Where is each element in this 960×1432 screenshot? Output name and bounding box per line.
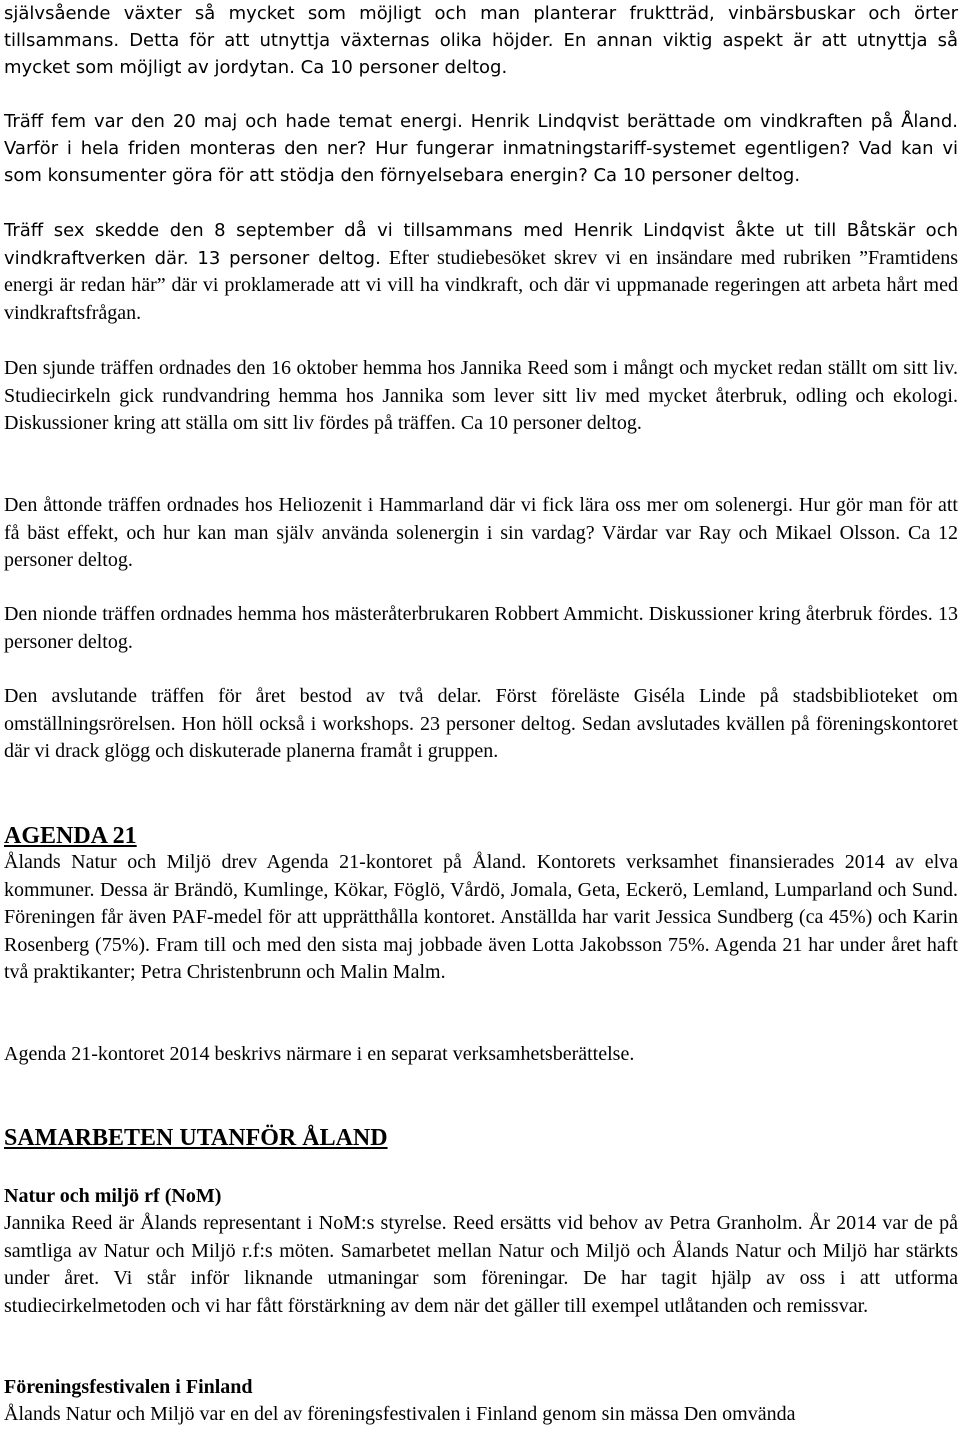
paragraph-meeting-six: [4, 217, 958, 327]
paragraph-agenda-21-report: Agenda 21-kontoret 2014 beskrivs närmare i en separat verksamhetsberättelse.: [4, 1043, 635, 1065]
paragraph-meeting-six-part-a: Träff sex skedde den 8 september då vi tillsammans med Henrik Lindqvist åkte ut till Båtskär och vindkraftverken där. 13 personer deltog.: [4, 220, 958, 269]
paragraph-festival: Ålands Natur och Miljö var en del av föreningsfestivalen i Finland genom sin mässa Den omvända: [4, 1403, 796, 1425]
paragraph-forest-garden: självsående växter så mycket som möjligt och man planterar fruktträd, vinbärsbuskar och örter tillsammans. Detta för att utnyttja växternas olika höjder. En annan viktig aspekt är att utnyttja så mycket som möjligt av jordytan. Ca 10 personer deltog.: [4, 3, 958, 78]
paragraph-meeting-nine: Den nionde träffen ordnades hemma hos mästeråterbrukaren Robbert Ammicht. Diskussioner kring återbruk fördes. 13 personer deltog.: [4, 603, 958, 653]
paragraph-nom: Jannika Reed är Ålands representant i NoM:s styrelse. Reed ersätts vid behov av Petra Granholm. År 2014 var de på samtliga av Natur och Miljö r.f:s möten. Samarbetet mellan Natur och Miljö och Ålands Natur och Miljö har stärkts under året. Vi står inför liknande utmaningar som föreningar. De har tagit hjälp av oss i att utforma studiecirkelmetoden och vi har fått förstärkning av dem när det gäller till exempel utlåtanden och remissvar.: [4, 1212, 958, 1317]
paragraph-final-meeting: Den avslutande träffen för året bestod av två delar. Först föreläste Giséla Linde på stadsbiblioteket om omställningsrörelsen. Hon höll också i workshops. 23 personer deltog. Sedan avslutades kvällen på föreningskontoret där vi drack glögg och diskuterade planerna framåt i gruppen.: [4, 685, 958, 762]
paragraph-agenda-21: Ålands Natur och Miljö drev Agenda 21-kontoret på Åland. Kontorets verksamhet finansierades 2014 av elva kommuner. Dessa är Brändö, Kumlinge, Kökar, Föglö, Vårdö, Jomala, Geta, Eckerö, Lemland, Lumparland och Sund. Föreningen får även PAF-medel för att upprätthålla kontoret. Anställda har varit Jessica Sundberg (ca 45%) och Karin Rosenberg (75%). Fram till och med den sista maj jobbade även Lotta Jakobsson 75%. Agenda 21 har under året haft två praktikanter; Petra Christenbrunn och Malin Malm.: [4, 851, 958, 983]
heading-agenda-21: AGENDA 21: [4, 823, 137, 849]
heading-cooperation: SAMARBETEN UTANFÖR ÅLAND: [4, 1125, 388, 1151]
paragraph-meeting-six-part-b: Efter studiebesöket skrev vi en insändare med rubriken ”Framtidens energi är redan här” där vi proklamerade att vi vill ha vindkraft, och där vi uppmanade regeringen att arbeta hårt med vindkraftsfrågan.: [4, 246, 959, 324]
paragraph-meeting-seven: Den sjunde träffen ordnades den 16 oktober hemma hos Jannika Reed som i mångt och mycket redan ställt om sitt liv. Studiecirkeln gick rundvandring hemma hos Jannika som lever sitt liv med mycket återbruk, odling och ekologi. Diskussioner kring att ställa om sitt liv fördes på träffen. Ca 10 personer deltog.: [4, 357, 958, 434]
subheading-festival: Föreningsfestivalen i Finland: [4, 1376, 253, 1398]
paragraph-meeting-eight: Den åttonde träffen ordnades hos Heliozenit i Hammarland där vi fick lära oss mer om solenergi. Hur gör man för att få bäst effekt, och hur kan man själv använda solenergin i sin vardag? Värdar var Ray och Mikael Olsson. Ca 12 personer deltog.: [4, 494, 958, 571]
paragraph-meeting-five: Träff fem var den 20 maj och hade temat energi. Henrik Lindqvist berättade om vindkraften på Åland. Varför i hela friden monteras den ner? Hur fungerar inmatningstariff-systemet egentligen? Vad kan vi som konsumenter göra för att stödja den förnyelsebara energin? Ca 10 personer deltog.: [4, 111, 958, 186]
subheading-nom: Natur och miljö rf (NoM): [4, 1185, 222, 1207]
